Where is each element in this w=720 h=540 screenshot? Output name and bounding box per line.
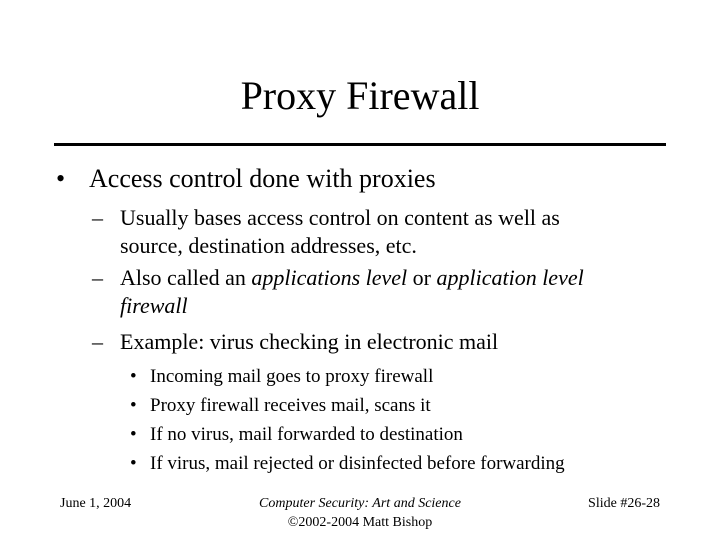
bullet-dot-icon: •: [130, 453, 137, 474]
sub-bullet-line: Usually bases access control on content as well as: [120, 205, 560, 230]
footer-copyright: ©2002-2004 Matt Bishop: [287, 515, 433, 530]
sub-bullet-line: [120, 292, 188, 320]
bullet-dot-icon: •: [130, 395, 137, 416]
dash-icon: –: [92, 265, 103, 290]
emphasis-text: firewall: [120, 293, 188, 318]
footer-slide-number: Slide #26-28: [588, 496, 660, 511]
bullet-dot-icon: •: [130, 424, 137, 445]
bullet-dot-icon: •: [130, 366, 137, 387]
sub-bullet-line: [120, 264, 584, 292]
title-divider: [54, 143, 666, 146]
course-title-text: Computer Security: Art and Science: [259, 496, 461, 511]
footer-course-title: [200, 494, 520, 513]
footer-course: [200, 494, 520, 532]
slide-title: Proxy Firewall: [240, 73, 480, 118]
text-run: or: [407, 265, 437, 290]
bullet-dot-icon: •: [56, 164, 66, 193]
sub-sub-bullet-text: If no virus, mail forwarded to destination: [150, 424, 463, 445]
dash-icon: –: [92, 205, 103, 230]
emphasis-text: application level: [436, 265, 584, 290]
text-run: Also called an: [120, 265, 252, 290]
sub-bullet-line: Example: virus checking in electronic mail: [120, 329, 499, 354]
sub-sub-bullet-text: Proxy firewall receives mail, scans it: [150, 395, 431, 416]
emphasis-text: applications level: [251, 265, 408, 290]
sub-sub-bullet-text: Incoming mail goes to proxy firewall: [150, 366, 434, 387]
sub-bullet-line: source, destination addresses, etc.: [120, 233, 417, 258]
sub-sub-bullet-text: If virus, mail rejected or disinfected before forwarding: [150, 453, 565, 474]
dash-icon: –: [92, 329, 103, 354]
footer-date: June 1, 2004: [60, 496, 132, 511]
bullet-text: Access control done with proxies: [89, 164, 436, 193]
